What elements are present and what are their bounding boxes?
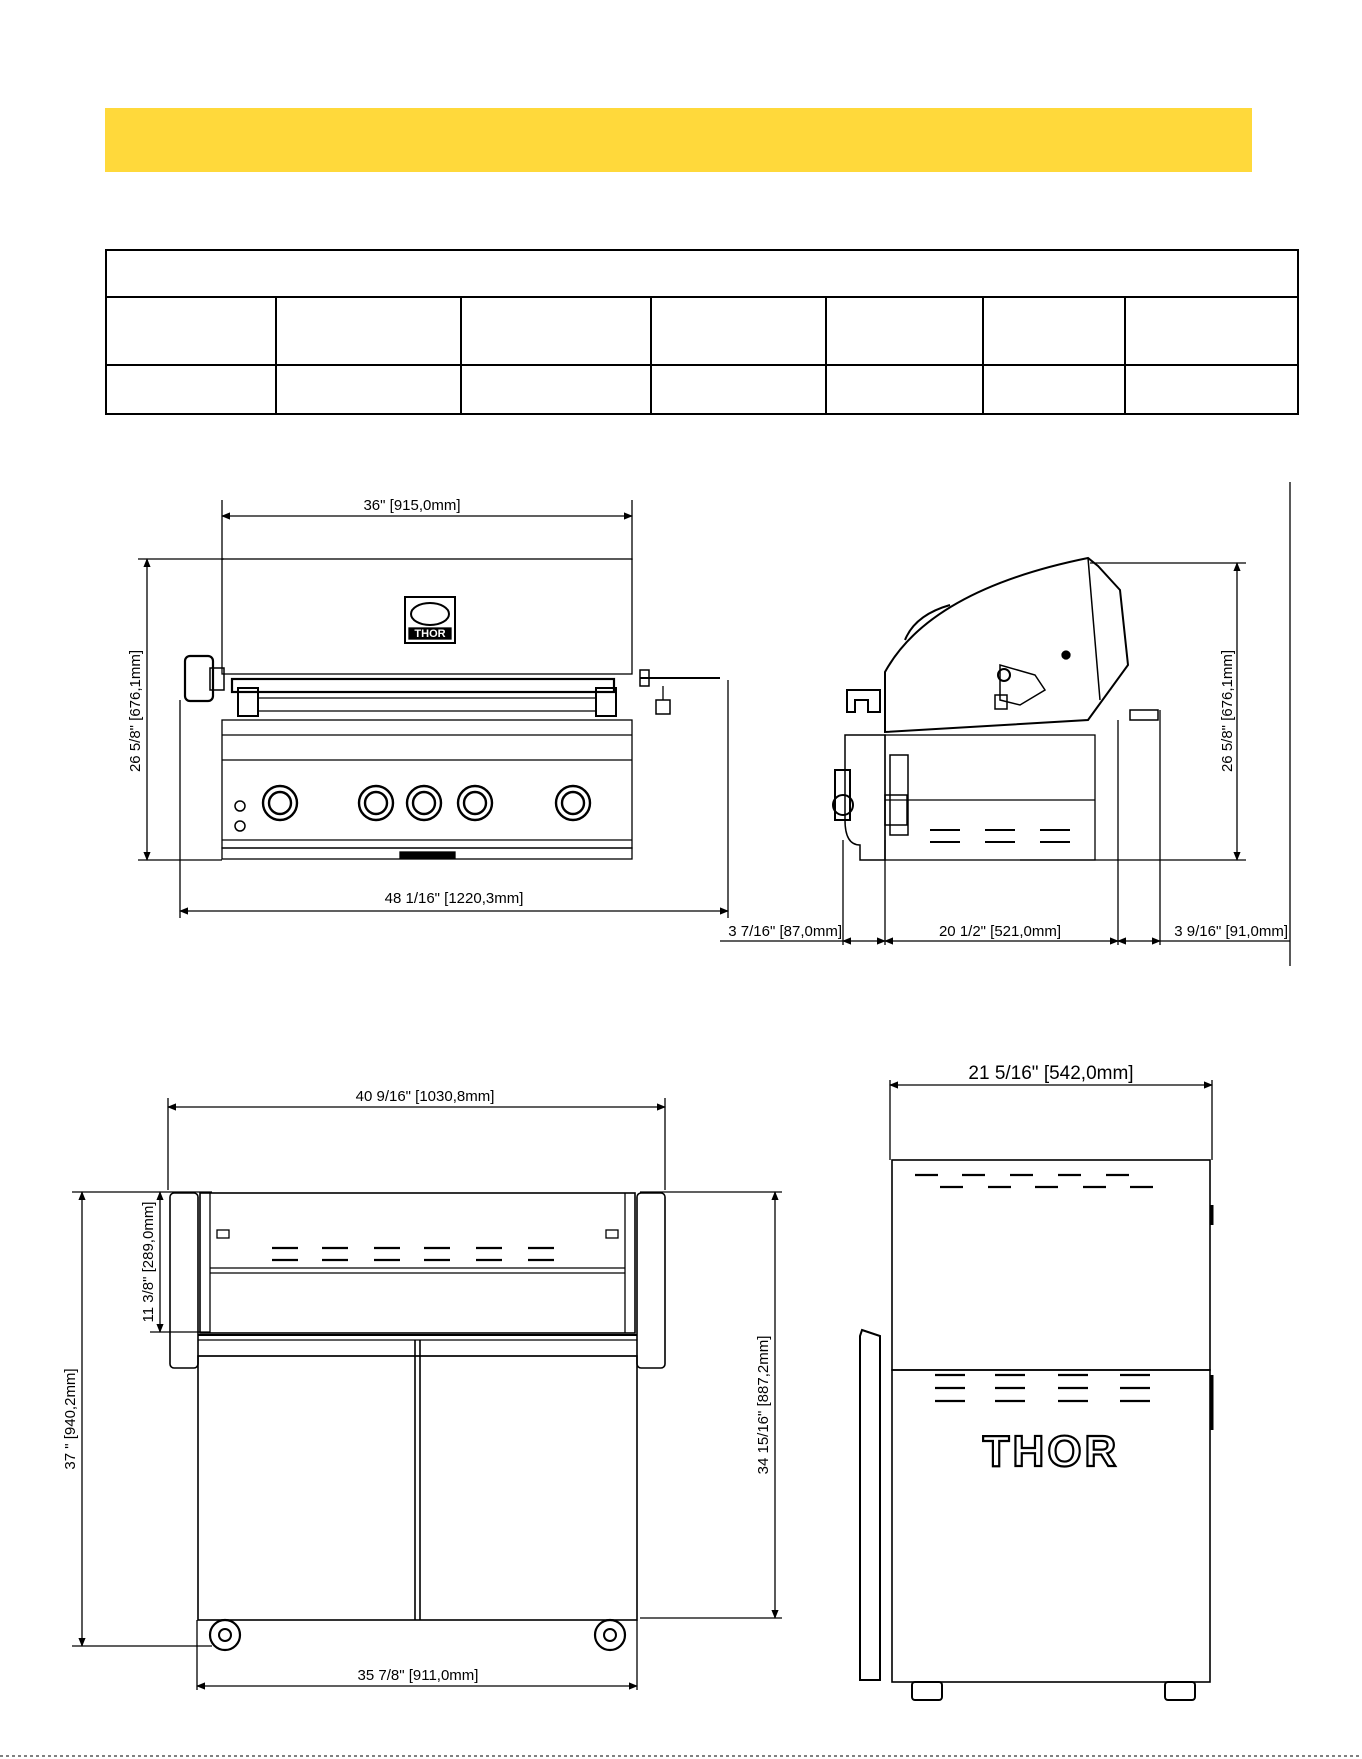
cart-front-view <box>72 1098 782 1690</box>
grill-side-right-offset-label: 3 9/16" [91,0mm] <box>1174 923 1288 940</box>
grill-side-left-offset-label: 3 7/16" [87,0mm] <box>728 923 842 940</box>
cart-front-upper-height-label: 11 3/8" [289,0mm] <box>140 1201 157 1323</box>
grill-front-overall-width-label: 48 1/16" [1220,3mm] <box>384 890 524 907</box>
cart-side-view <box>860 1080 1212 1700</box>
grill-front-view <box>138 500 728 918</box>
cart-side-logo: THOR <box>982 1427 1120 1476</box>
cart-cutout <box>200 1193 635 1333</box>
grill-control-panel <box>222 720 632 848</box>
cart-front-width-label: 40 9/16" [1030,8mm] <box>355 1088 495 1105</box>
cart-front-base-width-label: 35 7/8" [911,0mm] <box>357 1667 479 1684</box>
grill-side-view <box>720 482 1290 966</box>
cart-front-total-height-label: 37 " [940,2mm] <box>62 1368 79 1470</box>
cart-side-width-label: 21 5/16" [542,0mm] <box>968 1063 1134 1084</box>
grill-side-height-label: 26 5/8" [676,1mm] <box>1219 649 1236 773</box>
cart-doors <box>198 1356 637 1620</box>
cart-side-lower <box>892 1370 1210 1682</box>
cart-front-body-height-label: 34 15/16" [887,2mm] <box>755 1335 772 1475</box>
hood-handle <box>232 679 614 692</box>
grill-side-depth-label: 20 1/2" [521,0mm] <box>938 923 1062 940</box>
cart-side-upper <box>892 1160 1210 1370</box>
grill-front-width-label: 36" [915,0mm] <box>363 497 461 514</box>
rotisserie-motor <box>185 656 213 701</box>
grill-hood <box>222 559 632 674</box>
hood-badge-logo: THOR <box>414 628 446 640</box>
grill-front-height-label: 26 5/8" [676,1mm] <box>127 649 144 773</box>
